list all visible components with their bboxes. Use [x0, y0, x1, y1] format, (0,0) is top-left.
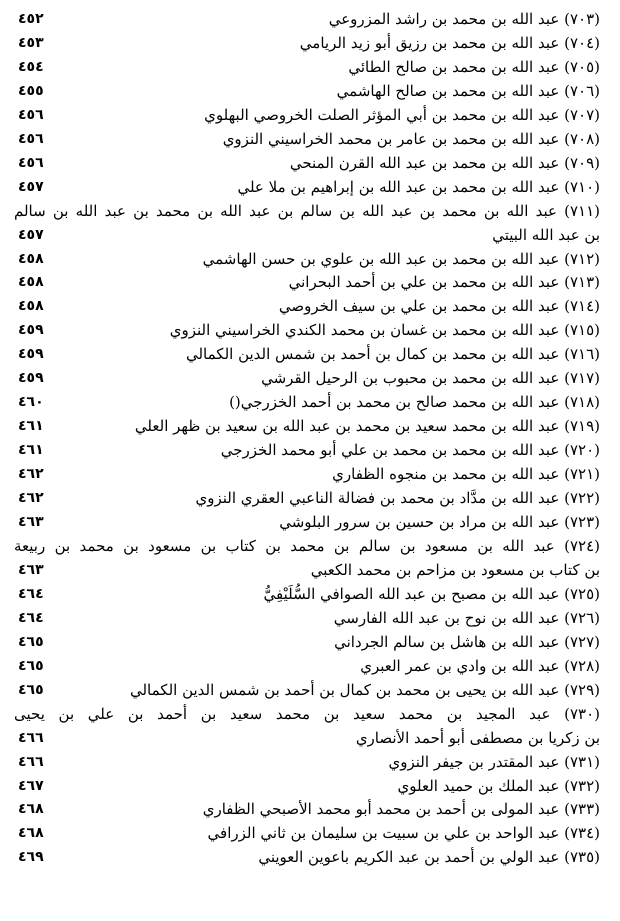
page-number: ٤٦٢	[18, 490, 44, 507]
entry-name: (٧٢٥) عبد الله بن مصبح بن عبد الله الصوافي السُّلَيْفِيُّ	[263, 584, 600, 603]
page-number: ٤٦٧	[18, 777, 44, 794]
entry-name: (٧١٩) عبد الله بن محمد سعيد بن محمد بن عبد الله بن سعيد بن ظهر العلي	[134, 417, 600, 436]
entry-name: (٧١٦) عبد الله بن محمد بن كمال بن أحمد بن شمس الدين الكمالي	[185, 345, 600, 364]
toc-row	[14, 607, 600, 631]
toc-row	[14, 535, 600, 559]
entry-name: (٧١٠) عبد الله بن محمد بن عبد الله بن إبراهيم بن ملا علي	[237, 177, 600, 196]
entry-name: (٧٠٥) عبد الله بن محمد بن صالح الطائي	[348, 57, 600, 76]
entry-name: (٧٠٨) عبد الله بن محمد بن عامر بن محمد الخراسيني النزوي	[222, 129, 600, 148]
toc-row	[14, 295, 600, 319]
toc-row	[14, 439, 600, 463]
page-number: ٤٦٣	[18, 514, 44, 531]
entry-name: (٧٢٣) عبد الله بن مراد بن حسين بن سرور البلوشي	[279, 513, 600, 532]
toc-row	[14, 822, 600, 846]
page-number: ٤٦٦	[18, 729, 44, 746]
entry-name: (٧١٤) عبد الله بن محمد بن علي بن سيف الخروصي	[278, 297, 600, 316]
entry-name: (٧٣٢) عبد الملك بن حميد العلوي	[397, 776, 600, 795]
page-number: ٤٦٨	[18, 801, 44, 818]
page-number: ٤٥٩	[18, 370, 44, 387]
toc-row	[14, 487, 600, 511]
page-number: ٤٥٥	[18, 82, 44, 99]
toc-row	[14, 343, 600, 367]
toc-row	[14, 224, 600, 248]
toc-row	[14, 583, 600, 607]
entry-name: (٧٢٩) عبد الله بن يحيى بن محمد بن كمال بن أحمد بن شمس الدين الكمالي	[129, 680, 600, 699]
entry-name: (٧٠٦) عبد الله بن محمد بن صالح الهاشمي	[336, 81, 600, 100]
toc-row	[14, 200, 600, 224]
toc-row	[14, 319, 600, 343]
entry-name: (٧١٧) عبد الله بن محمد بن محبوب بن الرحيل القرشي	[261, 369, 600, 388]
entry-name: (٧٠٣) عبد الله بن محمد بن راشد المزروعي	[328, 10, 600, 28]
entry-name: (٧٠٩) عبد الله بن محمد بن عبد الله القرن المنحي	[289, 153, 600, 172]
page-number: ٤٦١	[18, 442, 44, 459]
entry-name: (٧١٨) عبد الله بن محمد صالح بن محمد بن أحمد الخزرجي()	[229, 393, 600, 412]
page-number: ٤٦٠	[18, 394, 44, 411]
toc-row	[14, 415, 600, 439]
page-number: ٤٦٥	[18, 633, 44, 650]
table-of-contents	[14, 8, 600, 870]
toc-row	[14, 176, 600, 200]
toc-row	[14, 391, 600, 415]
toc-row	[14, 679, 600, 703]
toc-row	[14, 80, 600, 104]
page-number: ٤٥٨	[18, 250, 44, 267]
entry-name: (٧٣١) عبد المقتدر بن جيفر النزوي	[388, 752, 600, 771]
toc-row	[14, 367, 600, 391]
page-number: ٤٦٨	[18, 825, 44, 842]
page-number: ٤٦٥	[18, 681, 44, 698]
toc-row	[14, 511, 600, 535]
page-number: ٤٥٧	[18, 226, 44, 243]
entry-name: (٧٢٢) عبد الله بن مدَّاد بن محمد بن فضالة الناعبي العقري النزوي	[195, 489, 600, 508]
toc-row	[14, 248, 600, 272]
toc-row	[14, 152, 600, 176]
entry-name: (٧٢٠) عبد الله بن محمد بن محمد بن علي أبو محمد الخزرجي	[220, 441, 600, 460]
page-number: ٤٥٨	[18, 298, 44, 315]
entry-name: (٧١١) عبد الله بن محمد بن عبد الله بن سالم بن عبد الله بن محمد بن عبد الله بن سالم	[14, 201, 600, 220]
toc-row	[14, 559, 600, 583]
entry-name: (٧٢٧) عبد الله بن هاشل بن سالم الجرداني	[334, 632, 600, 651]
page-number: ٤٦٩	[18, 849, 44, 866]
page-number: ٤٦٤	[18, 585, 44, 602]
page-number: ٤٥٢	[18, 11, 44, 27]
entry-name: (٧٣٣) عبد المولى بن أحمد بن محمد أبو محمد الأصبحي الظفاري	[202, 800, 600, 819]
entry-name: بن زكريا بن مصطفى أبو أحمد الأنصاري	[355, 728, 600, 747]
toc-row	[14, 56, 600, 80]
page-number: ٤٦٥	[18, 657, 44, 674]
toc-row	[14, 631, 600, 655]
toc-row	[14, 463, 600, 487]
toc-row	[14, 104, 600, 128]
page-number: ٤٥٨	[18, 274, 44, 291]
toc-row	[14, 775, 600, 799]
page-number: ٤٥٦	[18, 154, 44, 171]
page-number: ٤٦١	[18, 418, 44, 435]
page-number: ٤٥٣	[18, 34, 44, 51]
entry-name: بن كتاب بن مسعود بن مزاحم بن محمد الكعبي	[310, 560, 600, 579]
page-number: ٤٥٦	[18, 130, 44, 147]
page-number: ٤٥٤	[18, 58, 44, 75]
page-number: ٤٦٢	[18, 466, 44, 483]
entry-name: (٧٢٤) عبد الله بن مسعود بن سالم بن محمد بن كتاب بن مسعود بن محمد بن ربيعة	[14, 536, 600, 555]
toc-row	[14, 8, 600, 32]
entry-name: (٧١٢) عبد الله بن محمد بن عبد الله بن علوي بن حسن الهاشمي	[202, 249, 600, 268]
page-number: ٤٥٧	[18, 178, 44, 195]
toc-row	[14, 846, 600, 870]
page-number: ٤٥٩	[18, 322, 44, 339]
entry-name: (٧٢٨) عبد الله بن وادي بن عمر العبري	[360, 656, 600, 675]
toc-row	[14, 751, 600, 775]
entry-name: (٧٣٠) عبد المجيد بن محمد سعيد بن محمد سعيد بن أحمد بن علي بن يحيى	[14, 704, 600, 723]
entry-name: (٧١٣) عبد الله بن محمد بن علي بن أحمد البحراني	[288, 273, 600, 292]
toc-row	[14, 655, 600, 679]
entry-name: (٧١٥) عبد الله بن محمد بن غسان بن محمد الكندي الخراسيني النزوي	[169, 321, 600, 340]
entry-name: (٧٢٦) عبد الله بن نوح بن عبد الله الفارسي	[333, 608, 600, 627]
toc-row	[14, 128, 600, 152]
page-number: ٤٦٤	[18, 609, 44, 626]
entry-name: (٧٢١) عبد الله بن محمد بن منجوه الظفاري	[332, 465, 600, 484]
entry-name: (٧٣٤) عبد الواحد بن علي بن سبيت بن سليمان بن ثاني الزرافي	[207, 824, 600, 843]
toc-row	[14, 271, 600, 295]
page-number: ٤٥٦	[18, 106, 44, 123]
toc-row	[14, 703, 600, 727]
page-number: ٤٦٦	[18, 753, 44, 770]
toc-row	[14, 798, 600, 822]
entry-name: (٧٠٧) عبد الله بن محمد بن أبي المؤثر الصلت الخروصي البهلوي	[204, 105, 600, 124]
page-number: ٤٥٩	[18, 346, 44, 363]
entry-name: (٧٠٤) عبد الله بن محمد بن رزيق أبو زيد الريامي	[299, 33, 600, 52]
toc-row	[14, 727, 600, 751]
toc-row	[14, 32, 600, 56]
page-number: ٤٦٣	[18, 561, 44, 578]
entry-name: (٧٣٥) عبد الولي بن أحمد بن عبد الكريم باعوين العويني	[258, 848, 600, 867]
entry-name: بن عبد الله البيتي	[492, 225, 600, 244]
